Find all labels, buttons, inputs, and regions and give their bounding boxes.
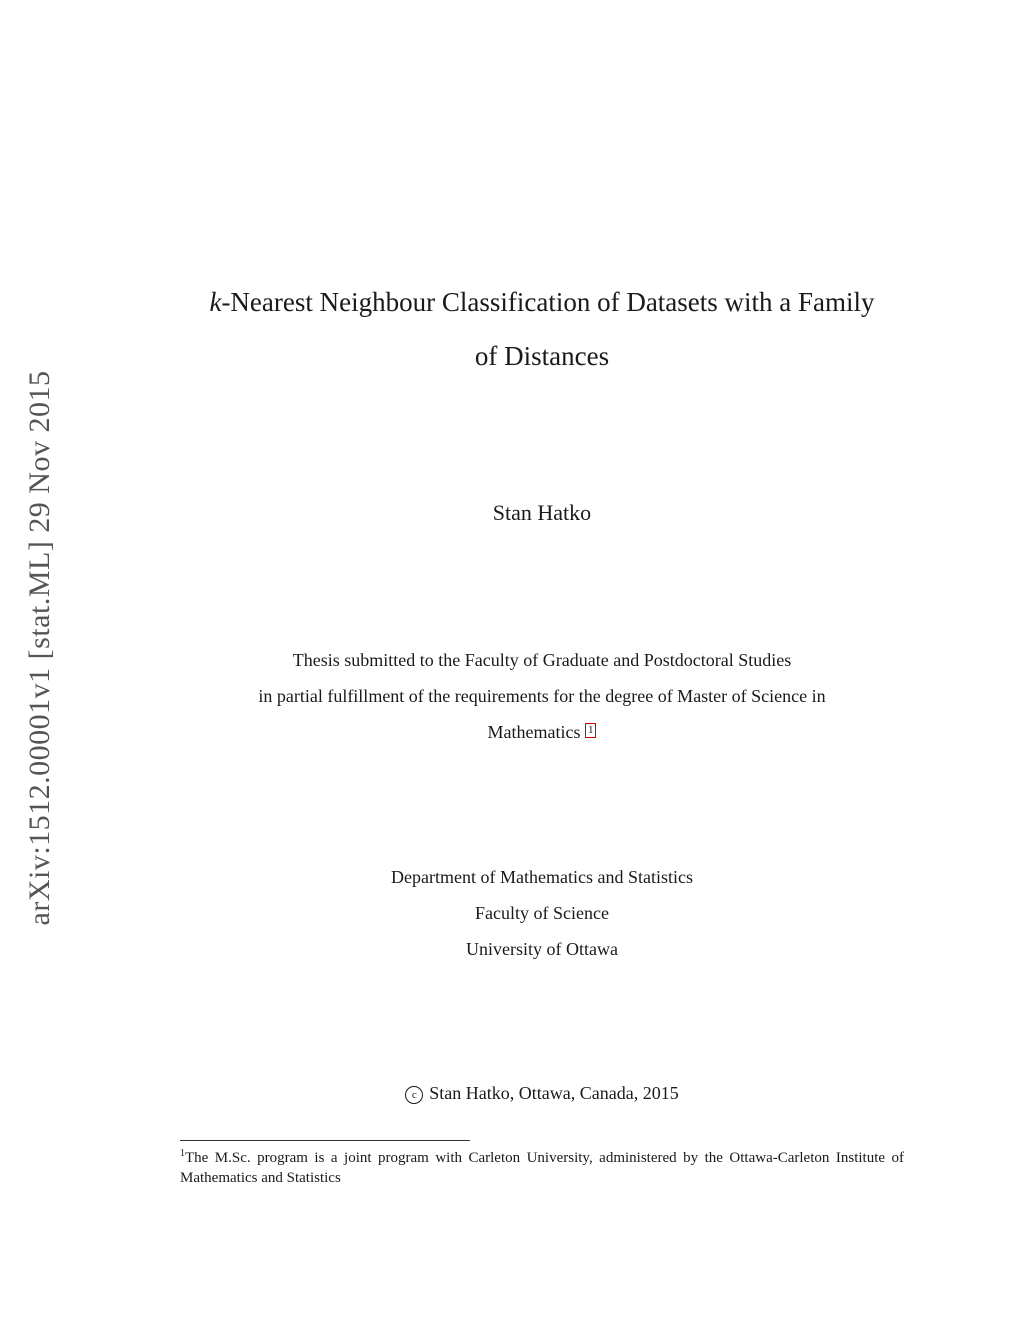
department: Department of Mathematics and Statistics (391, 867, 693, 887)
faculty: Faculty of Science (475, 903, 609, 923)
paper-title (180, 275, 904, 383)
title-line-1-text: -Nearest Neighbour Classification of Datasets with a Family (221, 287, 875, 317)
arxiv-identifier: arXiv:1512.00001v1 [stat.ML] 29 Nov 2015 (23, 370, 56, 926)
author-name: Stan Hatko (492, 500, 592, 525)
copyright-icon: c (405, 1086, 423, 1104)
copyright-line (180, 1083, 904, 1104)
footnote-text: The M.Sc. program is a joint program with Carleton University, administered by the Ottawa-Carleton Institute of Mathematics and Statistics (180, 1150, 904, 1186)
university: University of Ottawa (466, 939, 618, 959)
affiliation (180, 859, 904, 967)
footnote-divider (180, 1140, 470, 1141)
footnote-link[interactable]: 1 (585, 723, 597, 738)
title-line-2: of Distances (474, 341, 610, 371)
thesis-degree: Mathematics (487, 722, 581, 742)
footnote-marker: 1 (180, 1148, 185, 1159)
title-k-symbol: k (209, 287, 222, 317)
title-line-1 (180, 275, 904, 329)
arxiv-stamp (0, 0, 56, 926)
thesis-line-2: in partial fulfillment of the requirements for the degree of Master of Science in (258, 686, 826, 706)
copyright-text: Stan Hatko, Ottawa, Canada, 2015 (429, 1083, 679, 1103)
thesis-statement (180, 642, 904, 750)
thesis-line-3 (180, 714, 904, 750)
thesis-line-1: Thesis submitted to the Faculty of Graduate and Postdoctoral Studies (292, 650, 792, 670)
footnote (180, 1144, 904, 1188)
